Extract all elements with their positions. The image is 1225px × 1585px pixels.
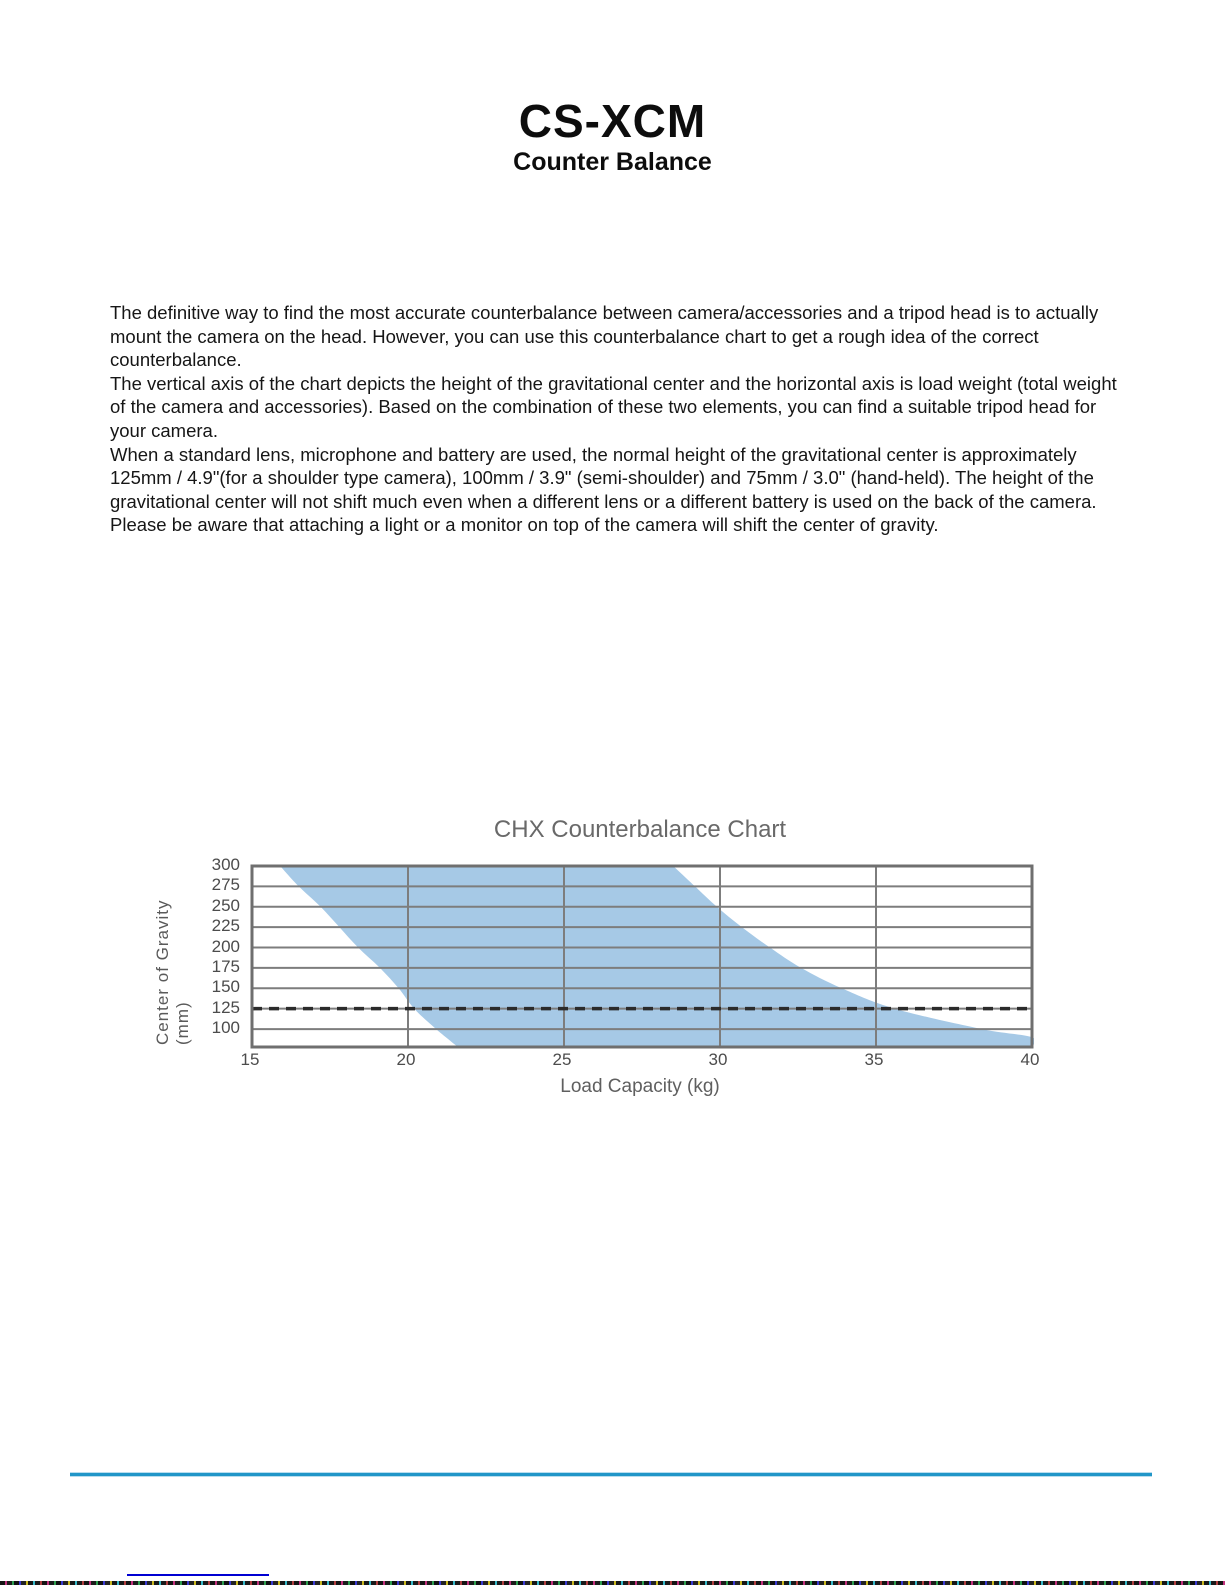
x-tick-label-30: 30: [708, 1050, 728, 1069]
page-edge-scan-artifact: [0, 1581, 1225, 1585]
y-tick-label-150: 150: [211, 977, 240, 997]
page-subtitle: Counter Balance: [513, 148, 712, 176]
x-tick-label-20: 20: [396, 1050, 416, 1069]
y-tick-label-125: 125: [211, 997, 240, 1017]
paragraph-2: The vertical axis of the chart depicts the height of the gravitational center and the horizontal axis is load weight (total weight of the camera and accessories). Based on the combination of these two elements, you can find a suitable tripod head for your camera.: [110, 372, 1117, 441]
x-tick-label-35: 35: [864, 1050, 884, 1069]
y-tick-label-225: 225: [211, 916, 240, 936]
y-tick-label-300: 300: [211, 855, 240, 874]
separator-rule: [70, 1472, 1152, 1477]
footer-link-underline[interactable]: [127, 1574, 269, 1576]
x-axis-label: Load Capacity (kg): [560, 1076, 720, 1097]
y-tick-label-175: 175: [211, 956, 240, 976]
body-paragraphs: [110, 301, 1118, 537]
counterbalance-chart-plot: [250, 864, 1034, 1049]
y-axis-label: Center of Gravity (mm): [153, 899, 192, 1045]
page-title: CS-XCM: [518, 95, 707, 147]
y-tick-label-250: 250: [211, 895, 240, 915]
x-tick-label-40: 40: [1020, 1050, 1040, 1069]
paragraph-1: The definitive way to find the most accurate counterbalance between camera/accessories and a tripod head is to actually mount the camera on the head. However, you can use this counterbalance chart to get a rough idea of the correct counterbalance.: [110, 302, 1099, 371]
counterbalance-band-area: [280, 866, 1034, 1047]
x-tick-label-15: 15: [240, 1050, 260, 1069]
x-tick-label-25: 25: [552, 1050, 572, 1069]
paragraph-3: When a standard lens, microphone and battery are used, the normal height of the gravitational center is approximately 125mm / 4.9"(for a shoulder type camera), 100mm / 3.9" (semi-shoulder) and 75mm / 3.0" (hand-held). The height of the gravitational center will not shift much even when a different lens or a different battery is used on the back of the camera. Please be aware that attaching a light or a monitor on top of the camera will shift the center of gravity.: [110, 443, 1097, 536]
chart-title: CHX Counterbalance Chart: [493, 816, 787, 843]
y-tick-label-200: 200: [211, 936, 240, 956]
y-tick-label-100: 100: [211, 1018, 240, 1038]
y-tick-label-275: 275: [211, 875, 240, 895]
